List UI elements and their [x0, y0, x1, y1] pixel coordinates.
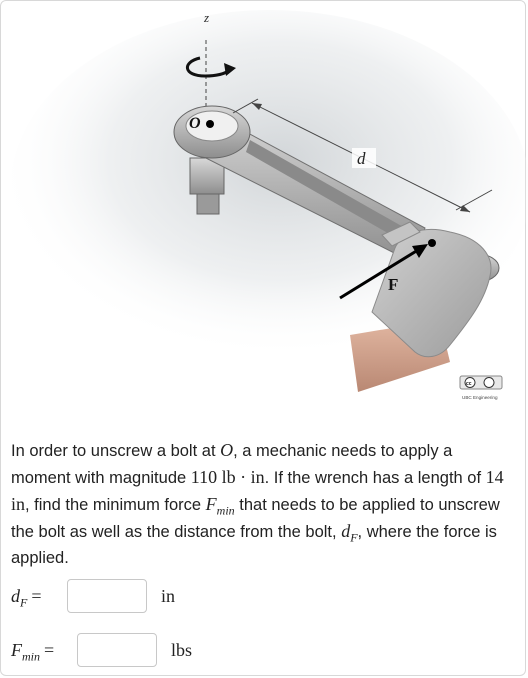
bolt-shaft	[197, 194, 219, 214]
problem-text: , find the minimum force	[25, 496, 206, 514]
answer-row-distance	[11, 576, 175, 616]
answer-label-distance	[11, 585, 67, 610]
answer-sub: min	[22, 649, 40, 664]
equals-sign: =	[44, 639, 55, 660]
force-input[interactable]	[77, 633, 157, 667]
distance-label: d	[357, 149, 366, 168]
answer-label-force	[11, 639, 77, 664]
answer-row-force	[11, 630, 192, 670]
problem-text: , where the force is applied.	[11, 523, 497, 567]
point-o-label: O	[189, 115, 201, 132]
length-value: 14 in	[11, 467, 504, 514]
answer-sub: F	[20, 595, 28, 610]
problem-statement	[11, 437, 516, 571]
fmin-variable: F	[205, 494, 217, 514]
problem-text: that needs to be applied to unscrew the bolt as well as the distance from the bolt,	[11, 496, 500, 541]
answer-var: d	[11, 585, 20, 606]
answer-var: F	[11, 639, 22, 660]
problem-text: . If the wrench has a length of	[264, 469, 486, 487]
unit-label: in	[161, 585, 176, 606]
problem-text: , a mechanic needs to apply a moment with magnitude	[11, 442, 453, 487]
unit-label: lbs	[171, 639, 193, 660]
moment-value: 110 lb · in	[190, 467, 265, 487]
force-point-dot	[428, 239, 436, 247]
force-label: F	[388, 275, 399, 294]
problem-text: In order to unscrew a bolt at	[11, 442, 221, 460]
by-icon	[484, 378, 494, 388]
df-subscript: F	[350, 530, 358, 545]
point-o-dot	[206, 120, 214, 128]
fmin-subscript: min	[216, 503, 235, 518]
license-badge-text: cc	[466, 381, 472, 387]
license-attribution: UBC Engineering	[462, 395, 498, 400]
equals-sign: =	[31, 585, 42, 606]
df-variable: d	[341, 521, 351, 541]
z-axis-label: z	[204, 10, 210, 25]
bolt-variable: O	[220, 440, 234, 460]
distance-input[interactable]	[67, 579, 147, 613]
